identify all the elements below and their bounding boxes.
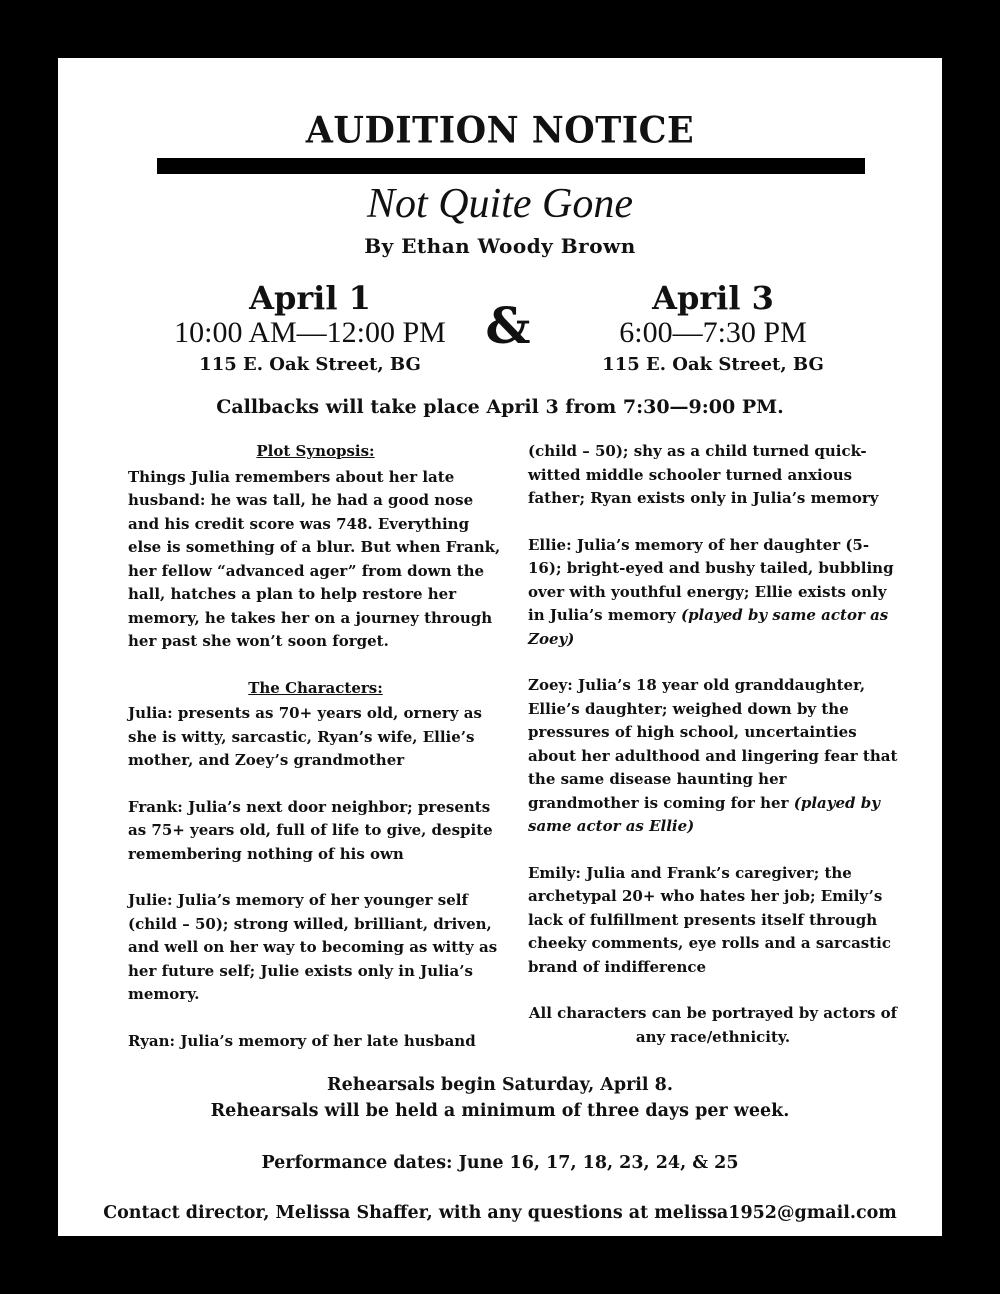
left-column [128, 440, 503, 1076]
casting-diversity-note: All characters can be portrayed by actors of any race/ethnicity. [528, 1004, 898, 1046]
casting-note: (played by same actor as Ellie) [528, 793, 880, 835]
character-julia [128, 702, 503, 773]
playwright-byline: By Ethan Woody Brown [364, 234, 636, 258]
session-april-1 [150, 280, 470, 380]
rehearsal-start: Rehearsals begin Saturday, April 8. [327, 1075, 673, 1095]
character-name: Julie: [128, 891, 173, 909]
play-title: Not Quite Gone [367, 181, 633, 227]
character-desc: Julia and Frank’s caregiver; the archetypal 20+ who hates her job; Emily’s lack of fulfillment presents itself through cheeky comments, eye rolls and a sarcastic brand of indifference [528, 863, 892, 976]
character-emily [528, 862, 898, 980]
character-name: Emily: [528, 863, 581, 882]
character-frank [128, 796, 503, 867]
character-ellie [528, 534, 898, 652]
synopsis-heading: Plot Synopsis: [256, 442, 375, 460]
callbacks-info: Callbacks will take place April 3 from 7:30—9:00 PM. [216, 396, 784, 418]
character-desc: Julia’s memory of her younger self (child – 50); strong willed, brilliant, driven, and well on her way to becoming as witty as her future self; Julie exists only in Julia’s memory. [128, 891, 498, 1003]
character-desc: Julia’s next door neighbor; presents as 75+ years old, full of life to give, despite remembering nothing of his own [128, 797, 493, 863]
character-julie [128, 889, 503, 1007]
performance-dates: Performance dates: June 16, 17, 18, 23, 24, & 25 [261, 1153, 739, 1173]
character-desc: Julia’s 18 year old granddaughter, Ellie’s daughter; weighed down by the pressures of high school, uncertainties about her adulthood and lingering fear that the same disease haunting her grandmother is coming for her [528, 676, 898, 812]
character-desc: Julia’s memory of her late husband [175, 1031, 476, 1050]
right-column [528, 440, 898, 1072]
character-name: Ellie: [528, 535, 572, 554]
character-name: Zoey: [528, 676, 573, 694]
session-date: April 3 [652, 279, 774, 317]
session-address: 115 E. Oak Street, BG [199, 354, 421, 375]
rehearsal-frequency: Rehearsals will be held a minimum of three days per week. [210, 1101, 790, 1121]
notice-heading: AUDITION NOTICE [305, 108, 695, 153]
director-contact: Contact director, Melissa Shaffer, with any questions at melissa1952@gmail.com [103, 1203, 897, 1223]
session-address: 115 E. Oak Street, BG [602, 354, 824, 375]
character-ryan-part1 [128, 1030, 503, 1054]
synopsis-text: Things Julia remembers about her late husband: he was tall, he had a good nose and his credit score was 748. Everything else is something of a blur. But when Frank, her fellow “advanced ager” from down the hall, hatches a plan to help restore her memory, he takes her on a journey through her past she won’t soon forget. [128, 467, 501, 650]
session-time: 6:00—7:30 PM [619, 316, 807, 349]
heading-rule [157, 158, 865, 174]
characters-heading: The Characters: [248, 678, 383, 697]
character-ryan-part2: (child – 50); shy as a child turned quick-witted middle schooler turned anxious father; Ryan exists only in Julia’s memory [528, 442, 879, 507]
character-name: Frank: [128, 797, 183, 816]
session-date: April 1 [249, 279, 371, 317]
audition-notice-sheet [58, 58, 942, 1236]
character-zoey [528, 674, 898, 839]
session-april-3 [558, 280, 868, 380]
ampersand: & [485, 296, 531, 355]
character-desc: Julia’s memory of her daughter (5-16); bright-eyed and bushy tailed, bubbling over with youthful energy; Ellie exists only in Julia’s memory [528, 535, 894, 624]
casting-note: (played by same actor as Zoey) [528, 606, 889, 648]
character-name: Julia: [128, 704, 173, 722]
character-desc: presents as 70+ years old, ornery as she is witty, sarcastic, Ryan’s wife, Ellie’s mother, and Zoey’s grandmother [128, 704, 482, 769]
session-time: 10:00 AM—12:00 PM [174, 316, 446, 349]
character-name: Ryan: [128, 1031, 176, 1050]
